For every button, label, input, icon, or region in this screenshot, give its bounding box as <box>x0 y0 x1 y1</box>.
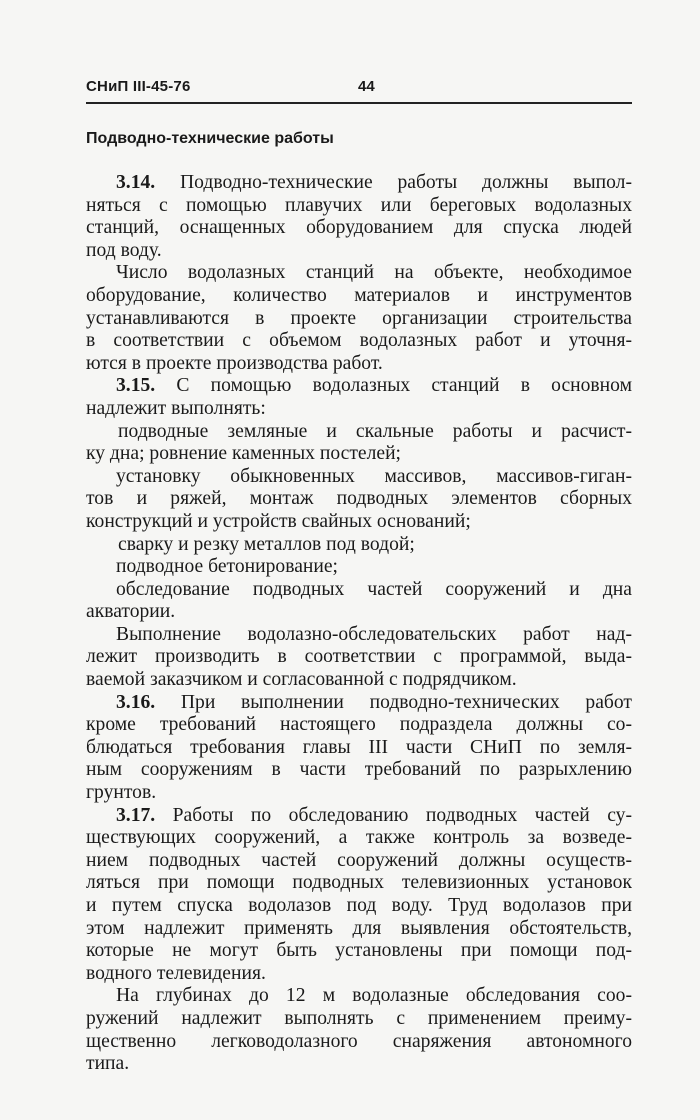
text-line: 3.17. Работы по обследованию подводных частей су- <box>116 804 632 826</box>
page-number: 44 <box>358 78 375 95</box>
text-line: под воду. <box>86 239 162 261</box>
text-line: 3.14. Подводно-технические работы должны выпол- <box>116 172 632 193</box>
text-line: в соответствии с объемом водолазных работ и уточня- <box>86 330 632 352</box>
text-line: кроме требований настоящего подраздела должны со- <box>86 714 632 736</box>
clause-number: 3.15. <box>116 375 156 397</box>
text-line: которые не могут быть установлены при помощи под- <box>86 940 632 962</box>
text-line: блюдаться требования главы III части СНиП по земля- <box>86 736 632 758</box>
text-line: тов и ряжей, монтаж подводных элементов сборных <box>86 488 632 510</box>
text-line: На глубинах до 12 м водолазные обследования соо- <box>116 985 632 1007</box>
clause-number: 3.14. <box>116 172 156 193</box>
text-line: акватории. <box>86 601 176 623</box>
document-code: СНиП III-45-76 <box>86 78 191 95</box>
text-line: подводные земляные и скальные работы и расчист- <box>118 420 632 442</box>
text-line: ку дна; ровнение каменных постелей; <box>86 443 402 465</box>
text-line: щественно легководолазного снаряжения автономного <box>86 1030 632 1052</box>
header-rule <box>86 102 632 104</box>
text-line: лежит производить в соответствии с программой, выда- <box>86 646 632 668</box>
section-title: Подводно-технические работы <box>86 130 334 147</box>
text-line: ным сооружениям в части требований по разрыхлению <box>86 759 632 781</box>
text-line: оборудование, количество материалов и инструментов <box>86 284 632 306</box>
text-line: нием подводных частей сооружений должны осуществ- <box>86 849 632 871</box>
clause-number: 3.17. <box>116 804 156 826</box>
text-line: ляться при помощи подводных телевизионных установок <box>86 872 632 894</box>
text-line: конструкций и устройств свайных оснований; <box>86 510 471 532</box>
text-line: ваемой заказчиком и согласованной с подрядчиком. <box>86 669 517 691</box>
text-line: этом надлежит применять для выявления обстоятельств, <box>86 917 632 939</box>
text-line: ружений надлежит выполнять с применением преиму- <box>86 1007 632 1029</box>
text-line: Выполнение водолазно-обследовательских работ над- <box>116 623 632 645</box>
text-line: станций, оснащенных оборудованием для спуска людей <box>86 217 632 239</box>
clause-number: 3.16. <box>116 691 156 713</box>
text-line: ются в проекте производства работ. <box>86 352 383 374</box>
text-line: устанавливаются в проекте организации строительства <box>86 307 632 329</box>
text-line: Число водолазных станций на объекте, необходимое <box>116 262 632 284</box>
text-line: подводное бетонирование; <box>116 556 338 578</box>
page-header <box>86 78 632 108</box>
text-line: грунтов. <box>86 782 157 804</box>
text-line: няться с помощью плавучих или береговых водолазных <box>86 194 632 216</box>
text-line: сварку и резку металлов под водой; <box>118 533 415 555</box>
text-line: 3.15. С помощью водолазных станций в основном <box>116 375 632 397</box>
text-line: 3.16. При выполнении подводно-технических работ <box>116 691 632 713</box>
text-line: водного телевидения. <box>86 962 266 984</box>
text-line: ществующих сооружений, а также контроль за возведе- <box>86 827 632 849</box>
text-line: и путем спуска водолазов под воду. Труд водолазов при <box>86 895 632 916</box>
text-line: установку обыкновенных массивов, массивов-гиган- <box>116 465 632 487</box>
text-line: обследование подводных частей сооружений и дна <box>116 578 632 600</box>
document-body <box>86 172 632 1076</box>
text-line: надлежит выполнять: <box>86 397 266 419</box>
text-line: типа. <box>86 1053 130 1075</box>
